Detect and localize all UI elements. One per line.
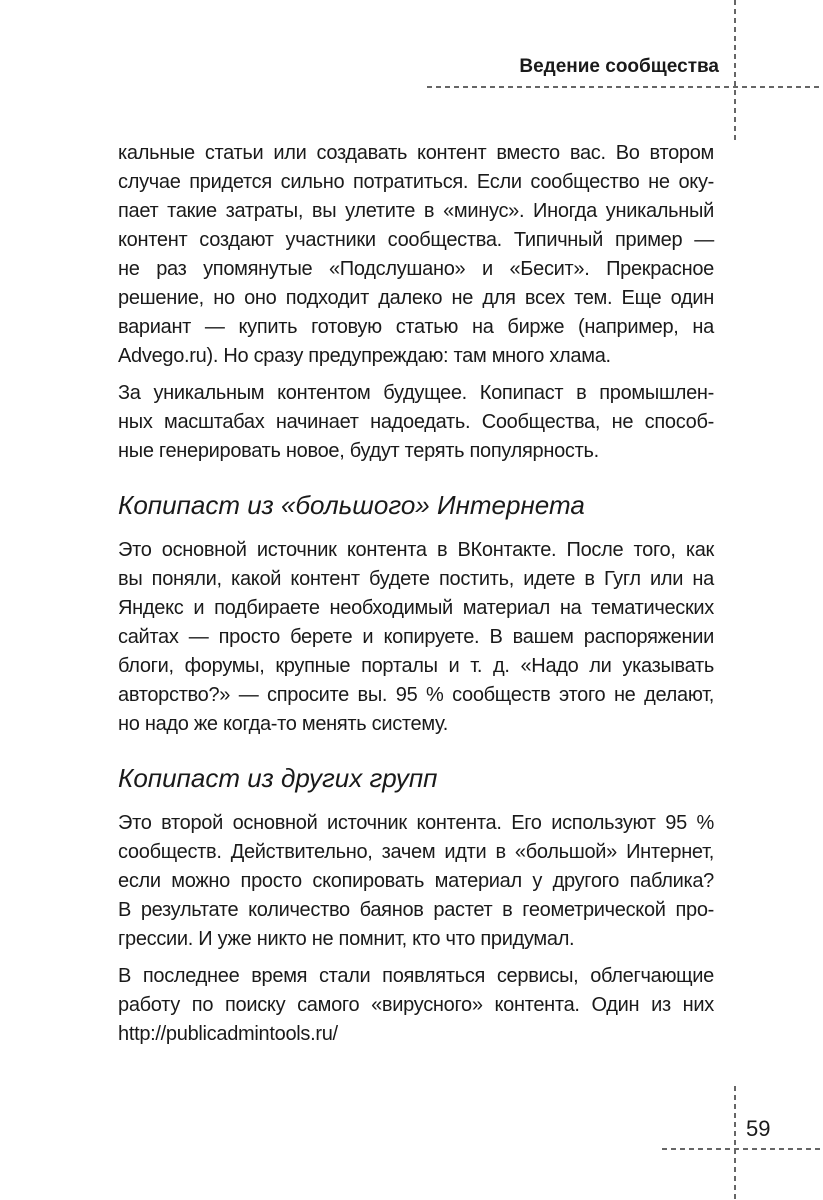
- text-line: http://publicadmintools.ru/: [118, 1023, 338, 1045]
- footer-vertical-rule: [734, 1086, 736, 1200]
- text-line: Яндекс и подбираете необходимый материал на тематических: [118, 597, 714, 619]
- text-line: ные генерировать новое, будут терять популярность.: [118, 440, 599, 462]
- text-line: пает такие затраты, вы улетите в «минус». Иногда уникальный: [118, 200, 714, 222]
- paragraph: [118, 809, 714, 954]
- text-line: решение, но оно подходит далеко не для всех тем. Еще один: [118, 287, 714, 309]
- text-line: кальные статьи или создавать контент вместо вас. Во втором: [118, 142, 714, 164]
- header-horizontal-rule: [427, 86, 823, 88]
- section-heading: Копипаст из «большого» Интернета: [118, 490, 585, 520]
- section-heading: Копипаст из других групп: [118, 763, 438, 793]
- text-line: В последнее время стали появляться сервисы, облегчающие: [118, 965, 714, 987]
- footer-horizontal-rule: [662, 1148, 823, 1150]
- paragraph: [118, 536, 714, 739]
- text-line: Это основной источник контента в ВКонтакте. После того, как: [118, 539, 714, 561]
- text-line: За уникальным контентом будущее. Копипаст в промышлен-: [118, 382, 714, 404]
- text-line: контент создают участники сообщества. Типичный пример —: [118, 229, 714, 251]
- text-line: случае придется сильно потратиться. Если сообщество не оку-: [118, 171, 714, 193]
- text-line: работу по поиску самого «вирусного» контента. Один из них: [118, 994, 714, 1016]
- text-line: вариант — купить готовую статью на бирже (например, на: [118, 316, 714, 338]
- text-line: вы поняли, какой контент будете постить, идете в Гугл или на: [118, 568, 714, 590]
- text-line: сообществ. Действительно, зачем идти в «большой» Интернет,: [118, 841, 714, 863]
- text-line: авторство?» — спросите вы. 95 % сообществ этого не делают,: [118, 684, 714, 706]
- text-line: но надо же когда-то менять систему.: [118, 713, 449, 735]
- text-line: блоги, форумы, крупные порталы и т. д. «Надо ли указывать: [118, 655, 714, 677]
- page-body: [118, 139, 714, 1057]
- text-line: ных масштабах начинает надоедать. Сообщества, не способ-: [118, 411, 714, 433]
- text-line: грессии. И уже никто не помнит, кто что придумал.: [118, 928, 575, 950]
- paragraph: [118, 379, 714, 466]
- text-line: сайтах — просто берете и копируете. В вашем распоряжении: [118, 626, 714, 648]
- text-line: Advego.ru). Но сразу предупреждаю: там много хлама.: [118, 345, 611, 367]
- text-line: если можно просто скопировать материал у другого паблика?: [118, 870, 714, 892]
- header-vertical-rule: [734, 0, 736, 142]
- page-number: 59: [746, 1116, 771, 1141]
- text-line: Это второй основной источник контента. Его используют 95 %: [118, 812, 714, 834]
- text-line: не раз упомянутые «Подслушано» и «Бесит». Прекрасное: [118, 258, 714, 280]
- text-line: В результате количество баянов растет в геометрической про-: [118, 899, 714, 921]
- running-title: Ведение сообщества: [519, 56, 719, 77]
- paragraph: [118, 962, 714, 1049]
- paragraph: [118, 139, 714, 371]
